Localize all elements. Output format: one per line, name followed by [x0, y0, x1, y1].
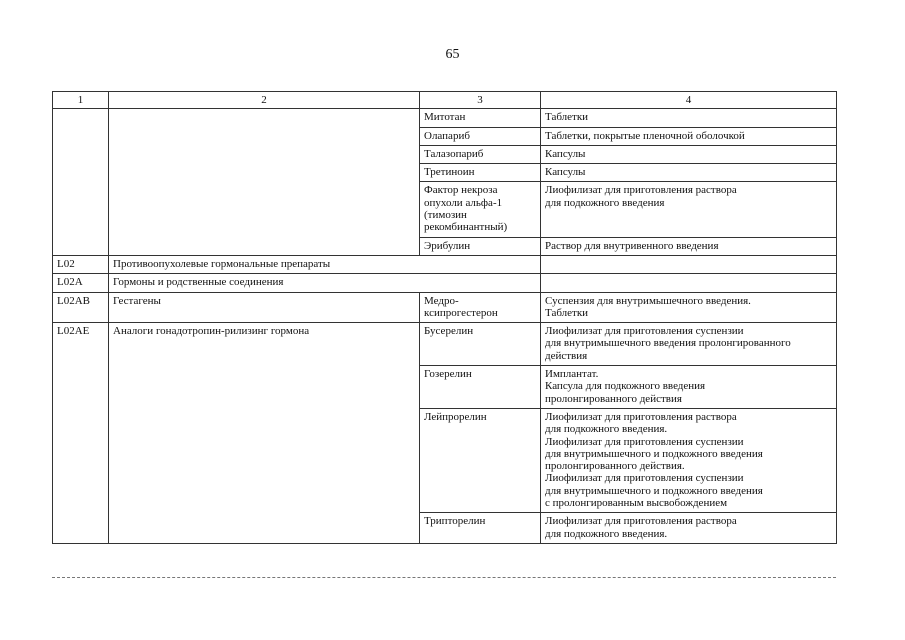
- group-name-cell: Противоопухолевые гормональные препараты: [109, 255, 541, 273]
- dosage-form-cell: [541, 274, 837, 292]
- group-name-cell: Гестагены: [109, 292, 420, 323]
- drug-name-cell: Талазопариб: [420, 145, 541, 163]
- dosage-form-cell: Таблетки: [541, 109, 837, 127]
- table-row-l02ae: [53, 323, 837, 366]
- column-header: 1: [53, 92, 109, 109]
- dosage-form-cell: [541, 255, 837, 273]
- atc-code-cell: L02A: [53, 274, 109, 292]
- dosage-form-cell: Раствор для внутривенного введения: [541, 237, 837, 255]
- dosage-form-cell: Лиофилизат для приготовления раствора для подкожного введения.: [541, 513, 837, 544]
- drug-table: [52, 91, 837, 544]
- table-row-l02ab: [53, 292, 837, 323]
- dosage-form-cell: Суспензия для внутримышечного введения. Таблетки: [541, 292, 837, 323]
- header-row: [53, 92, 837, 109]
- dosage-form-cell: Лиофилизат для приготовления раствора для подкожного введения. Лиофилизат для приготовления суспензии для внутримышечного и подкожного введения пролонгированного действия. Лиофилизат для приготовления суспензии для внутримышечного и подкожного введения с пролонгированным высвобождением: [541, 408, 837, 512]
- empty-code-cell: [53, 109, 109, 256]
- drug-name-cell: Медро- ксипрогестерон: [420, 292, 541, 323]
- empty-group-cell: [109, 109, 420, 256]
- table-row: [53, 109, 837, 127]
- table-row-l02: [53, 255, 837, 273]
- dosage-form-cell: Капсулы: [541, 145, 837, 163]
- atc-code-cell: L02: [53, 255, 109, 273]
- drug-name-cell: Олапариб: [420, 127, 541, 145]
- column-header: 3: [420, 92, 541, 109]
- group-name-cell: Гормоны и родственные соединения: [109, 274, 541, 292]
- drug-name-cell: Эрибулин: [420, 237, 541, 255]
- column-header: 4: [541, 92, 837, 109]
- drug-name-cell: Фактор некроза опухоли альфа-1 (тимозин рекомбинантный): [420, 182, 541, 237]
- page-number: 65: [445, 47, 460, 62]
- drug-name-cell: Бусерелин: [420, 323, 541, 366]
- drug-name-cell: Митотан: [420, 109, 541, 127]
- dosage-form-cell: Имплантат. Капсула для подкожного введения пролонгированного действия: [541, 366, 837, 409]
- drug-name-cell: Гозерелин: [420, 366, 541, 409]
- drug-name-cell: Трипторелин: [420, 513, 541, 544]
- column-header: 2: [109, 92, 420, 109]
- drug-name-cell: Третиноин: [420, 164, 541, 182]
- atc-code-cell: L02AB: [53, 292, 109, 323]
- group-name-cell: Аналоги гонадотропин-рилизинг гормона: [109, 323, 420, 544]
- page-cut-edge: [52, 577, 836, 578]
- drug-name-cell: Лейпрорелин: [420, 408, 541, 512]
- atc-code-cell: L02AE: [53, 323, 109, 544]
- dosage-form-cell: Лиофилизат для приготовления суспензии для внутримышечного введения пролонгированного действия: [541, 323, 837, 366]
- dosage-form-cell: Лиофилизат для приготовления раствора для подкожного введения: [541, 182, 837, 237]
- dosage-form-cell: Капсулы: [541, 164, 837, 182]
- table-row-l02a: [53, 274, 837, 292]
- dosage-form-cell: Таблетки, покрытые пленочной оболочкой: [541, 127, 837, 145]
